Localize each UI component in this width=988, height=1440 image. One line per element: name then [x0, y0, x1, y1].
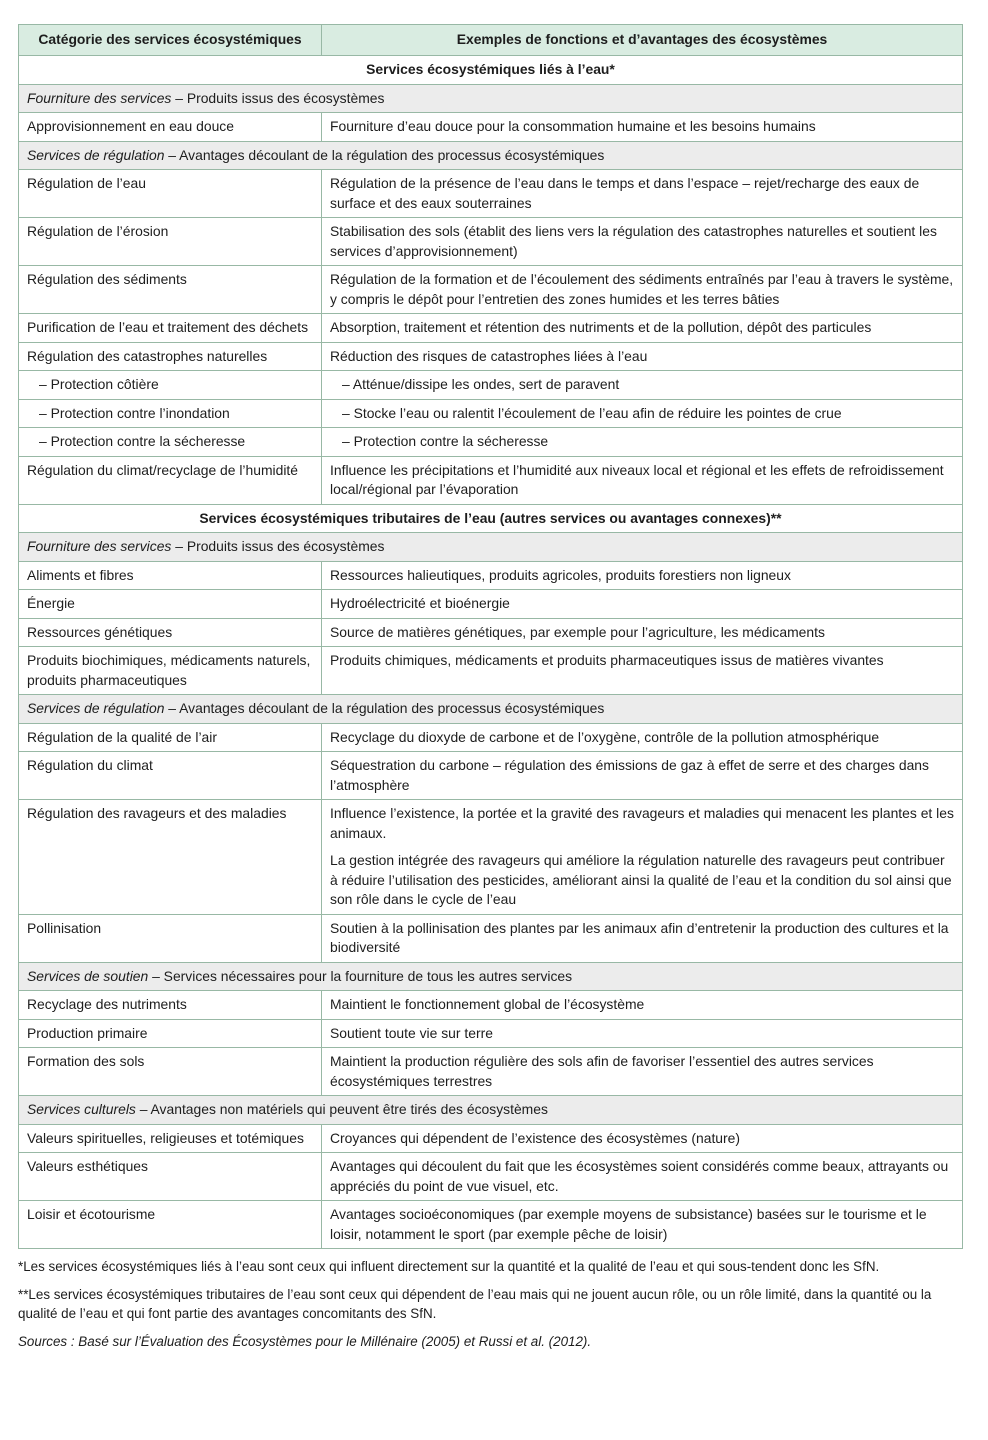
group-row: [19, 84, 963, 113]
table-row: [19, 1124, 963, 1153]
example-cell: [322, 456, 963, 504]
sources-note: Sources : Basé sur l’Évaluation des Écosystèmes pour le Millénaire (2005) et Russi et al. (2012).: [18, 1333, 592, 1349]
table-row: [19, 914, 963, 962]
table-row: [19, 800, 963, 915]
example-text: Fourniture d’eau douce pour la consommation humaine et les besoins humains: [330, 118, 816, 134]
example-text: Source de matières génétiques, par exemple pour l’agriculture, les médicaments: [330, 623, 825, 640]
category-cell: Loisir et écotourisme: [19, 1201, 322, 1249]
group-title: [19, 84, 963, 113]
example-text: Avantages socioéconomiques (par exemple moyens de subsistance) basées sur le tourisme et le loisir, notamment le sport (par exemple pêche de loisir): [330, 1206, 927, 1242]
category-cell: Ressources génétiques: [19, 618, 322, 647]
example-text: Avantages qui découlent du fait que les écosystèmes soient considérés comme beaux, attrayants ou appréciés du point de vue visuel, etc.: [330, 1158, 949, 1194]
example-cell: [322, 170, 963, 218]
group-label-italic: Fourniture des services: [27, 89, 172, 106]
example-cell: [322, 618, 963, 647]
category-cell: Régulation des ravageurs et des maladies: [19, 800, 322, 915]
section-title: Services écosystémiques tributaires de l’eau (autres services ou avantages connexes)**: [19, 504, 963, 533]
group-row: [19, 141, 963, 170]
category-cell: Régulation de la qualité de l’air: [19, 723, 322, 752]
category-cell: Régulation des sédiments: [19, 266, 322, 314]
footnote-2: **Les services écosystémiques tributaires de l’eau sont ceux qui dépendent de l’eau mais qui ne jouent aucun rôle, ou un rôle limité, dans la quantité ou la qualité de l’eau et qui font partie des avantages concomitants des SfN.: [18, 1286, 932, 1321]
example-cell: [322, 991, 963, 1020]
footnote-1: *Les services écosystémiques liés à l’eau sont ceux qui influent directement sur la quantité et la qualité de l’eau et qui sous-tendent donc les SfN.: [18, 1259, 880, 1274]
example-text: Recyclage du dioxyde de carbone et de l’oxygène, contrôle de la pollution atmosphérique: [330, 728, 880, 745]
category-cell: Recyclage des nutriments: [19, 991, 322, 1020]
category-cell: Approvisionnement en eau douce: [19, 113, 322, 142]
example-cell: [322, 752, 963, 800]
section-row: [19, 56, 963, 85]
section-row: [19, 504, 963, 533]
example-cell: [322, 218, 963, 266]
example-text: La gestion intégrée des ravageurs qui améliore la régulation naturelle des ravageurs peut contribuer à réduire l’utilisation des pesticides, améliorant ainsi la qualité de l’eau et la condition du sol ainsi que son rôle dans le cycle de l’eau: [330, 852, 952, 907]
group-row: [19, 533, 963, 562]
table-row: [19, 399, 963, 428]
table-row: [19, 266, 963, 314]
table-row: [19, 342, 963, 371]
example-cell: [322, 561, 963, 590]
category-cell: Formation des sols: [19, 1048, 322, 1096]
table-row: [19, 618, 963, 647]
example-cell: [322, 113, 963, 142]
example-text: – Protection contre la sécheresse: [342, 433, 549, 449]
category-cell: Valeurs esthétiques: [19, 1153, 322, 1201]
group-label-description: – Avantages découlant de la régulation des processus écosystémiques: [164, 700, 605, 716]
table-row: [19, 218, 963, 266]
group-label-italic: Services de soutien: [27, 967, 149, 984]
example-cell: [322, 1153, 963, 1201]
example-cell: [322, 399, 963, 428]
example-cell: [322, 1201, 963, 1249]
example-cell: [322, 342, 963, 371]
table-row: [19, 314, 963, 343]
example-text: Influence les précipitations et l’humidité aux niveaux local et régional et les effets de refroidissement local/régional par l’évaporation: [330, 461, 944, 497]
table-row: [19, 1048, 963, 1096]
example-text: Absorption, traitement et rétention des nutriments et de la pollution, dépôt des particules: [330, 319, 872, 335]
table-row: [19, 113, 963, 142]
category-cell: Énergie: [19, 590, 322, 619]
table-header-row: [19, 25, 963, 56]
header-category: Catégorie des services écosystémiques: [19, 25, 322, 56]
footnotes: [18, 1257, 962, 1351]
example-text: Soutient toute vie sur terre: [330, 1024, 493, 1041]
table-row: [19, 752, 963, 800]
example-cell: [322, 266, 963, 314]
example-text: Produits chimiques, médicaments et produits pharmaceutiques issus de matières vivantes: [330, 652, 884, 668]
example-text: Régulation de la formation et de l’écoulement des sédiments entraînés par l’eau à travers le système, y compris le dépôt pour l’entretien des zones humides et les terres bâties: [330, 271, 954, 307]
category-cell: Régulation de l’érosion: [19, 218, 322, 266]
category-cell: Pollinisation: [19, 914, 322, 962]
document: [18, 24, 962, 1359]
group-label-italic: Services culturels: [27, 1101, 136, 1117]
group-row: [19, 695, 963, 724]
example-cell: [322, 371, 963, 400]
example-text: Stabilisation des sols (établit des liens vers la régulation des catastrophes naturelles et soutient les services d’approvisionnement): [330, 223, 937, 259]
ecosystem-services-table: [18, 24, 963, 1249]
example-text: Réduction des risques de catastrophes liées à l’eau: [330, 347, 648, 364]
example-text: Maintient le fonctionnement global de l’écosystème: [330, 996, 645, 1012]
category-cell: Purification de l’eau et traitement des déchets: [19, 314, 322, 343]
table-row: [19, 590, 963, 619]
section-title: Services écosystémiques liés à l’eau*: [19, 56, 963, 85]
group-label-description: – Avantages découlant de la régulation des processus écosystémiques: [164, 146, 605, 163]
group-title: [19, 141, 963, 170]
category-cell: Production primaire: [19, 1019, 322, 1048]
group-label-description: – Services nécessaires pour la fourniture de tous les autres services: [148, 967, 573, 984]
example-cell: [322, 428, 963, 457]
example-cell: [322, 1124, 963, 1153]
table-row: [19, 456, 963, 504]
example-cell: [322, 1019, 963, 1048]
table-row: [19, 723, 963, 752]
category-cell: Aliments et fibres: [19, 561, 322, 590]
example-text: Soutien à la pollinisation des plantes par les animaux afin d’entretenir la production des cultures et la biodiversité: [330, 919, 949, 955]
example-cell: [322, 914, 963, 962]
table-row: [19, 428, 963, 457]
example-cell: [322, 314, 963, 343]
table-body: [19, 56, 963, 1249]
table-row: [19, 991, 963, 1020]
group-title: [19, 695, 963, 724]
example-text: – Atténue/dissipe les ondes, sert de paravent: [342, 376, 620, 392]
header-examples: Exemples de fonctions et d’avantages des écosystèmes: [322, 25, 963, 56]
example-text: Régulation de la présence de l’eau dans le temps et dans l’espace – rejet/recharge des eaux de surface et des eaux souterraines: [330, 175, 920, 211]
category-cell: – Protection contre la sécheresse: [19, 428, 322, 457]
group-label-italic: Fourniture des services: [27, 538, 172, 554]
group-label-description: – Produits issus des écosystèmes: [171, 538, 385, 554]
example-text: Séquestration du carbone – régulation des émissions de gaz à effet de serre et des charges dans l’atmosphère: [330, 757, 929, 793]
category-cell: Régulation du climat/recyclage de l’humidité: [19, 456, 322, 504]
category-cell: Régulation du climat: [19, 752, 322, 800]
example-text: Hydroélectricité et bioénergie: [330, 595, 510, 611]
group-label-description: – Produits issus des écosystèmes: [171, 89, 385, 106]
group-row: [19, 962, 963, 991]
example-cell: [322, 723, 963, 752]
category-cell: Valeurs spirituelles, religieuses et totémiques: [19, 1124, 322, 1153]
group-row: [19, 1096, 963, 1125]
example-text: Croyances qui dépendent de l’existence des écosystèmes (nature): [330, 1129, 741, 1146]
example-text: Ressources halieutiques, produits agricoles, produits forestiers non ligneux: [330, 566, 791, 583]
example-cell: [322, 590, 963, 619]
category-cell: Produits biochimiques, médicaments naturels, produits pharmaceutiques: [19, 647, 322, 695]
group-label-italic: Services de régulation: [27, 146, 165, 163]
group-title: [19, 1096, 963, 1125]
group-title: [19, 962, 963, 991]
table-row: [19, 1019, 963, 1048]
example-text: Maintient la production régulière des sols afin de favoriser l’essentiel des autres services écosystémiques terrestres: [330, 1053, 874, 1089]
table-row: [19, 1153, 963, 1201]
group-label-italic: Services de régulation: [27, 700, 165, 716]
table-row: [19, 1201, 963, 1249]
table-row: [19, 561, 963, 590]
group-label-description: – Avantages non matériels qui peuvent être tirés des écosystèmes: [135, 1101, 548, 1117]
example-text: – Stocke l’eau ou ralentit l’écoulement de l’eau afin de réduire les pointes de crue: [342, 404, 842, 421]
table-row: [19, 170, 963, 218]
example-cell: [322, 1048, 963, 1096]
category-cell: – Protection contre l’inondation: [19, 399, 322, 428]
category-cell: Régulation de l’eau: [19, 170, 322, 218]
table-row: [19, 371, 963, 400]
category-cell: – Protection côtière: [19, 371, 322, 400]
example-text: Influence l’existence, la portée et la gravité des ravageurs et maladies qui menacent les plantes et les animaux.: [330, 805, 954, 841]
category-cell: Régulation des catastrophes naturelles: [19, 342, 322, 371]
group-title: [19, 533, 963, 562]
example-cell: [322, 800, 963, 915]
table-row: [19, 647, 963, 695]
example-cell: [322, 647, 963, 695]
